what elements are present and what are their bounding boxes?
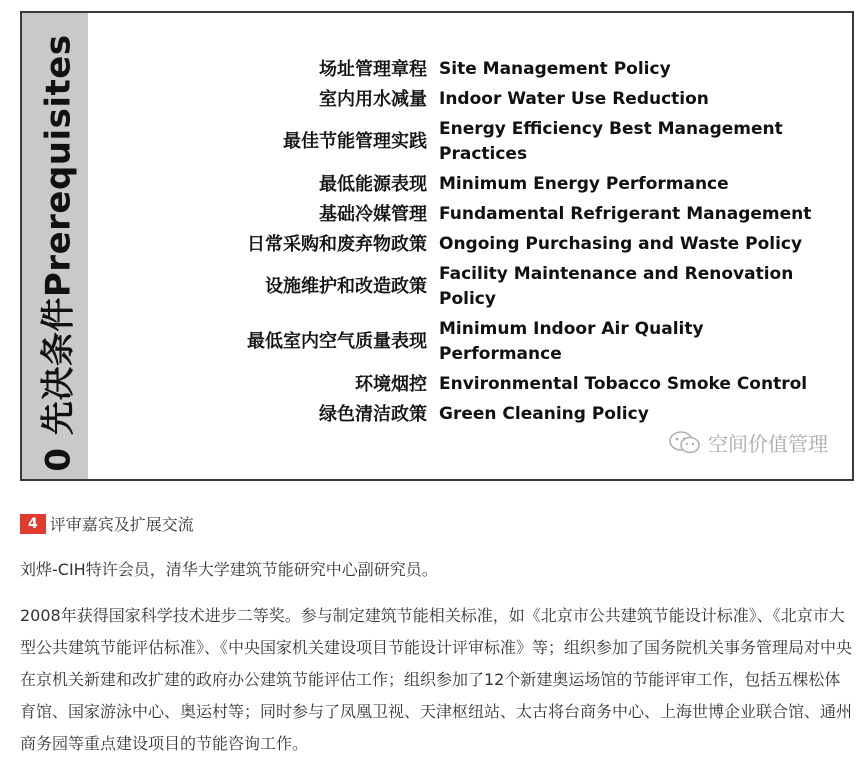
item-en: Minimum Indoor Air Quality Performance — [439, 319, 704, 364]
section-number-badge: 4 — [20, 514, 46, 534]
item-en: Fundamental Refrigerant Management — [439, 204, 812, 224]
wechat-icon — [668, 430, 702, 456]
list-item — [112, 57, 832, 82]
section-title: 评审嘉宾及扩展交流 — [49, 515, 194, 534]
list-item — [112, 202, 832, 227]
item-en: Ongoing Purchasing and Waste Policy — [439, 234, 803, 254]
item-en: Indoor Water Use Reduction — [439, 89, 709, 109]
item-en: Minimum Energy Performance — [439, 174, 729, 194]
watermark-text: 空间价值管理 — [708, 432, 828, 456]
bio-detail-paragraph: 2008年获得国家科学技术进步二等奖。参与制定建筑节能相关标准，如《北京市公共建筑节能设计标准》、《北京市大型公共建筑节能评估标准》、《中央国家机关建设项目节能设计评审标准》等；组织参加了国务院机关事务管理局对中央在京机关新建和改扩建的政府办公建筑节能评估工作；组织参加了12个新建奥运场馆的节能评审工作，包括五棵松体育馆、国家游泳中心、奥运村等；同时参与了凤凰卫视、天津枢纽站、太古将台商务中心、上海世博企业联合馆、通州商务园等重点建设项目的节能咨询工作。 — [20, 606, 853, 753]
item-en: Site Management Policy — [439, 59, 671, 79]
item-zh: 绿色清洁政策 — [319, 404, 427, 425]
item-zh: 场址管理章程 — [319, 59, 427, 80]
item-zh: 设施维护和改造政策 — [265, 276, 427, 297]
item-zh: 基础冷媒管理 — [319, 204, 427, 225]
side-panel — [22, 13, 88, 479]
item-en: Energy Efficiency Best Management Practices — [439, 119, 783, 164]
item-en: Environmental Tobacco Smoke Control — [439, 374, 808, 394]
list-item — [112, 232, 832, 257]
list-item — [112, 262, 832, 312]
item-zh: 室内用水减量 — [319, 89, 427, 110]
list-item — [112, 117, 832, 167]
item-zh: 最佳节能管理实践 — [283, 131, 427, 152]
item-en: Green Cleaning Policy — [439, 404, 649, 424]
list-item — [112, 372, 832, 397]
watermark — [668, 428, 828, 457]
item-zh: 最低能源表现 — [319, 174, 427, 195]
bio-intro-paragraph: 刘烨-CIH特许会员，清华大学建筑节能研究中心副研究员。 — [20, 560, 438, 579]
list-item — [112, 172, 832, 197]
prerequisites-slide-image — [20, 11, 854, 481]
list-item — [112, 402, 832, 427]
item-zh: 日常采购和废弃物政策 — [247, 234, 427, 255]
item-zh: 环境烟控 — [355, 374, 427, 395]
list-item — [112, 87, 832, 112]
side-title: 0 先决条件Prerequisites — [38, 34, 79, 472]
item-en: Facility Maintenance and Renovation Policy — [439, 264, 794, 309]
prerequisite-list — [112, 57, 832, 432]
section-heading — [20, 512, 194, 535]
item-zh: 最低室内空气质量表现 — [247, 331, 427, 352]
list-item — [112, 317, 832, 367]
